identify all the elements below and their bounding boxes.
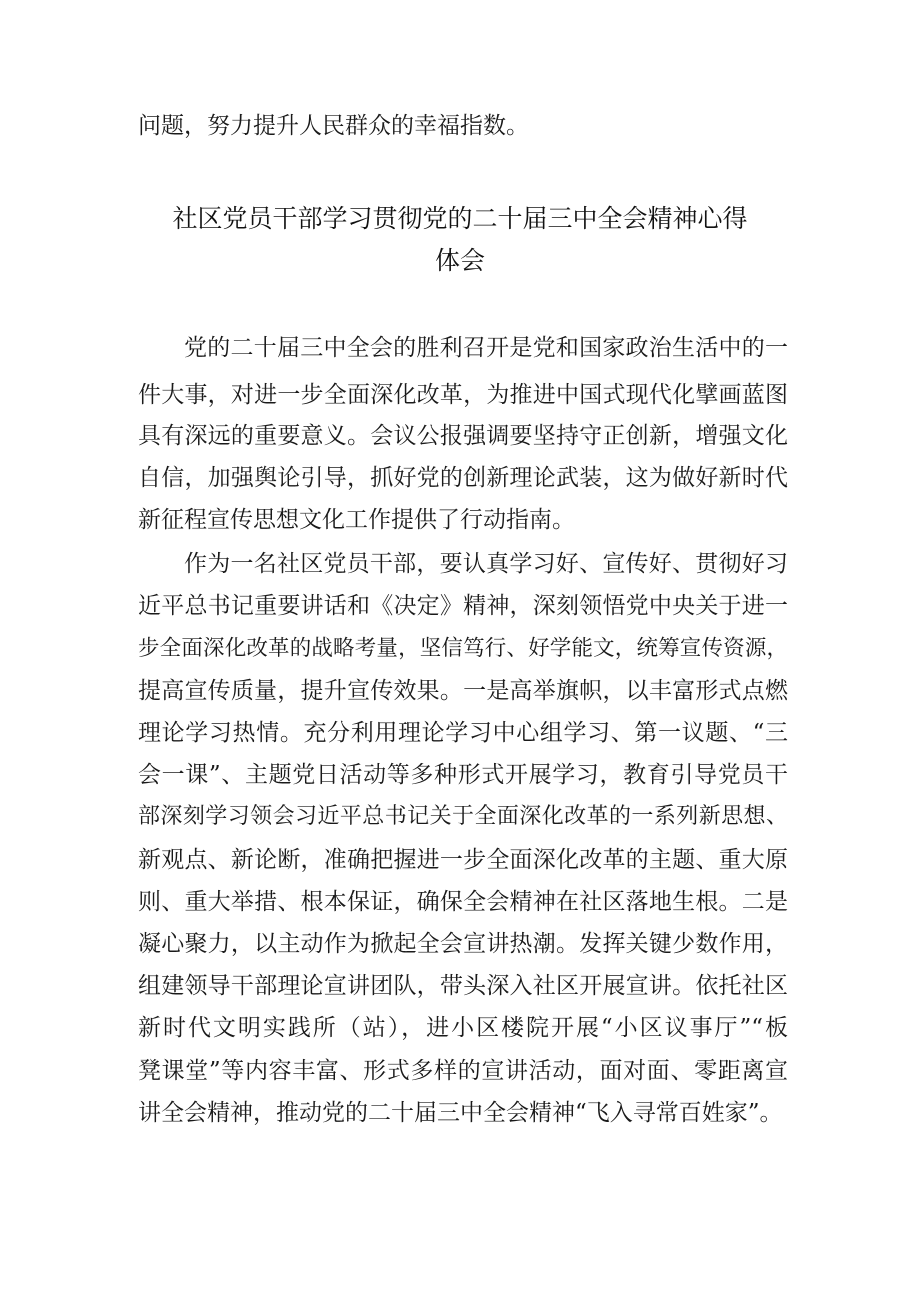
paragraph-2-line: 讲全会精神，推动党的二十届三中全会精神“飞入寻常百姓家”。 bbox=[138, 1100, 783, 1126]
paragraph-2-line: 近平总书记重要讲话和《决定》精神，深刻领悟党中央关于进一 bbox=[138, 593, 788, 619]
paragraph-2-line: 则、重大举措、根本保证，确保全会精神在社区落地生根。二是 bbox=[138, 889, 788, 915]
paragraph-2-line: 组建领导干部理论宣讲团队，带头深入社区开展宣讲。依托社区 bbox=[138, 973, 788, 999]
paragraph-1-line: 件大事，对进一步全面深化改革，为推进中国式现代化擘画蓝图 bbox=[138, 382, 788, 408]
paragraph-2-line: 新观点、新论断，准确把握进一步全面深化改革的主题、重大原 bbox=[138, 847, 788, 873]
paragraph-1-line: 具有深远的重要意义。会议公报强调要坚持守正创新，增强文化 bbox=[138, 423, 788, 449]
paragraph-1-line: 新征程宣传思想文化工作提供了行动指南。 bbox=[138, 507, 575, 533]
paragraph-2-line: 新时代文明实践所（站），进小区楼院开展“小区议事厅”“板 bbox=[138, 1015, 788, 1041]
leading-text: 问题，努力提升人民群众的幸福指数。 bbox=[138, 113, 529, 139]
paragraph-2-line: 步全面深化改革的战略考量，坚信笃行、好学能文，统筹宣传资源， bbox=[138, 636, 788, 661]
paragraph-2-line: 凳课堂”等内容丰富、形式多样的宣讲活动，面对面、零距离宣 bbox=[138, 1058, 788, 1084]
paragraph-2-line: 会一课”、主题党日活动等多种形式开展学习，教育引导党员干 bbox=[138, 762, 788, 788]
paragraph-1-line: 自信，加强舆论引导，抓好党的创新理论武装，这为做好新时代 bbox=[138, 465, 788, 491]
paragraph-2-line: 凝心聚力，以主动作为掀起全会宣讲热潮。发挥关键少数作用， bbox=[138, 931, 788, 957]
title-line-2: 体会 bbox=[434, 246, 485, 275]
paragraph-2-line: 部深刻学习领会习近平总书记关于全面深化改革的一系列新思想、 bbox=[138, 804, 788, 829]
title-line-1: 社区党员干部学习贯彻党的二十届三中全会精神心得 bbox=[172, 204, 748, 233]
paragraph-2-line: 作为一名社区党员干部，要认真学习好、宣传好、贯彻好习 bbox=[184, 551, 788, 577]
paragraph-2-line: 提高宣传质量，提升宣传效果。一是高举旗帜，以丰富形式点燃 bbox=[138, 678, 788, 704]
paragraph-2-line: 理论学习热情。充分利用理论学习中心组学习、第一议题、“三 bbox=[138, 720, 788, 746]
paragraph-1-line: 党的二十届三中全会的胜利召开是党和国家政治生活中的一 bbox=[184, 335, 788, 361]
